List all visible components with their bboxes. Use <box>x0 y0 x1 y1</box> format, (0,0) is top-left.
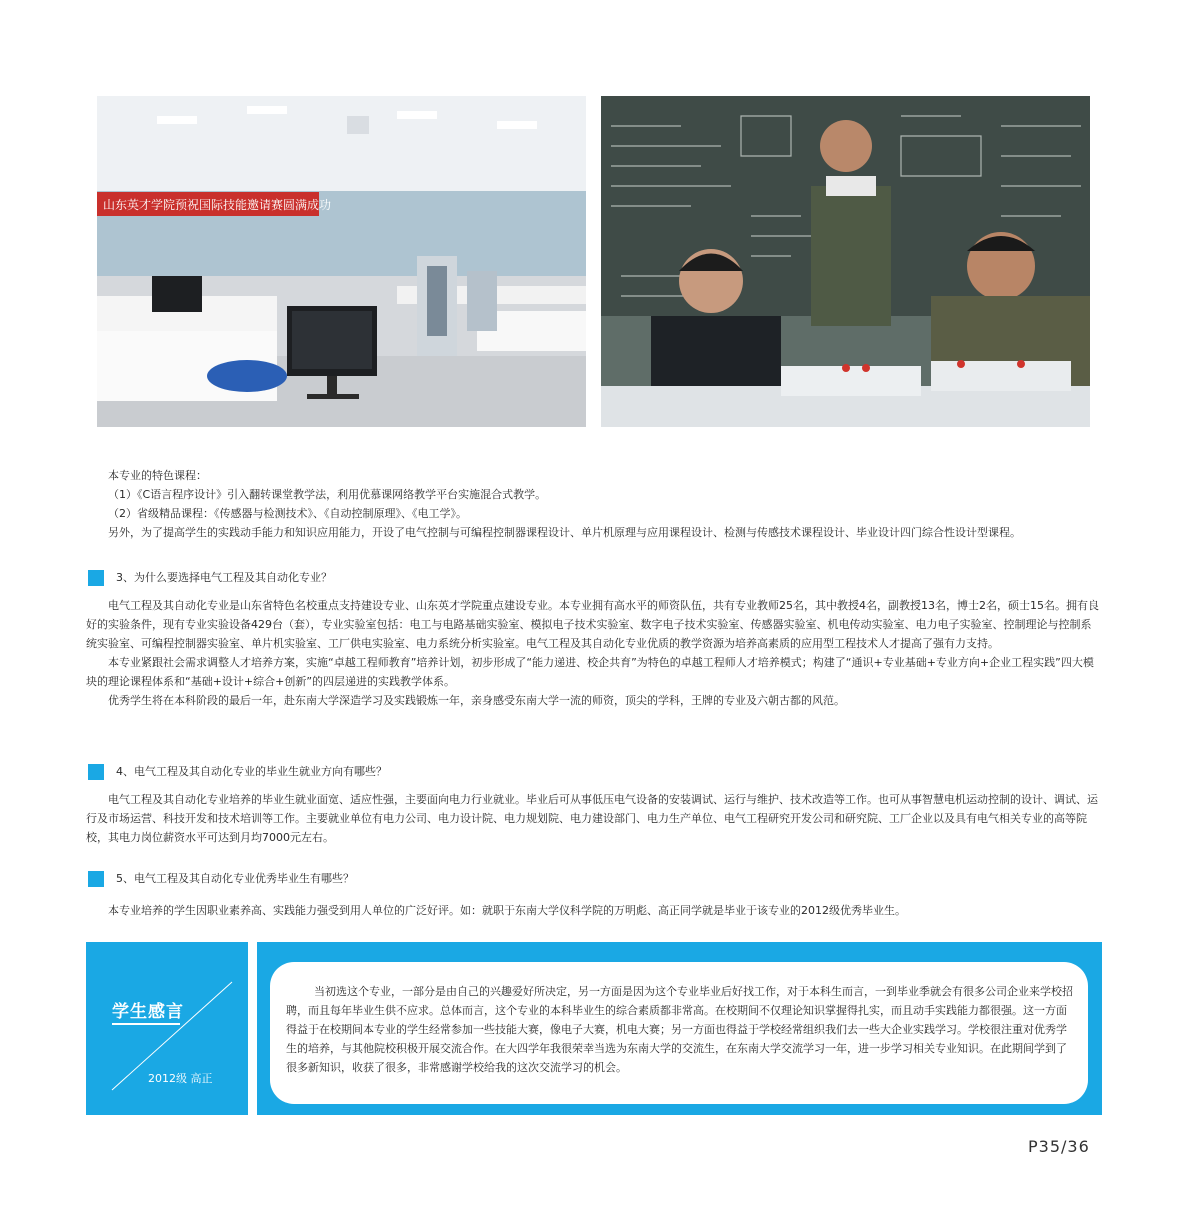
diagonal-line <box>86 942 248 1115</box>
lab-photo-illustration <box>97 96 586 427</box>
section-marker <box>88 570 104 586</box>
page-number: P35/36 <box>1028 1137 1090 1156</box>
section-5-paragraph: 本专业培养的学生因职业素养高、实践能力强受到用人单位的广泛好评。如：就职于东南大学仪科学院的万明彪、高正同学就是毕业于该专业的2012级优秀毕业生。 <box>108 904 906 917</box>
section-3-paragraph: 本专业紧跟社会需求调整人才培养方案，实施“卓越工程师教育”培养计划，初步形成了“能力递进、校企共育”为特色的卓越工程师人才培养模式；构建了“通识+专业基础+专业方向+企业工程实践”四大模块的理论课程体系和“基础+设计+综合+创新”的四层递进的实践教学体系。 <box>86 656 1094 688</box>
section-3-paragraph: 优秀学生将在本科阶段的最后一年，赴东南大学深造学习及实践锻炼一年，亲身感受东南大学一流的师资，顶尖的学科，王牌的专业及六朝古都的风范。 <box>108 694 845 707</box>
course-item: （1）《C语言程序设计》引入翻转课堂教学法，利用优慕课网络教学平台实施混合式教学。 <box>108 488 547 501</box>
testimonial-panel <box>86 942 1102 1115</box>
testimonial-text: 当初选这个专业，一部分是由自己的兴趣爱好所决定，另一方面是因为这个专业毕业后好找工作，对于本科生而言，一到毕业季就会有很多公司企业来学校招聘，而且每年毕业生供不应求。总体而言，这个专业的本科毕业生的综合素质都非常高。在校期间不仅理论知识掌握得扎实，而且动手实践能力都很强。这一方面得益于在校期间本专业的学生经常参加一些技能大赛，像电子大赛，机电大赛；另一方面也得益于学校经常组织我们去一些大企业实践学习。学校很注重对优秀学生的培养，与其他院校积极开展交流合作。在大四学年我很荣幸当选为东南大学的交流生，在东南大学交流学习一年，进一步学习相关专业知识。在此期间学到了很多新知识，收获了很多，非常感谢学校给我的这次交流学习的机会。 <box>286 985 1073 1074</box>
section-marker <box>88 871 104 887</box>
section-4-paragraph: 电气工程及其自动化专业培养的毕业生就业面宽、适应性强，主要面向电力行业就业。毕业后可从事低压电气设备的安装调试、运行与维护、技术改造等工作。也可从事智慧电机运动控制的设计、调试、运行及市场运营、科技开发和技术培训等工作。主要就业单位有电力公司、电力设计院、电力规划院、电力建设部门、电力生产单位、电气工程研究开发公司和研究院、工厂企业以及具有电气相关专业的高等院校，其电力岗位薪资水平可达到月均7000元左右。 <box>86 793 1098 844</box>
section-5-title: 5、电气工程及其自动化专业优秀毕业生有哪些？ <box>116 872 354 885</box>
course-item: （2）省级精品课程：《传感器与检测技术》、《自动控制原理》、《电工学》。 <box>108 507 467 520</box>
lab-banner-text: 山东英才学院预祝国际技能邀请赛圆满成功 <box>103 198 332 212</box>
section-3-body <box>86 596 1102 710</box>
courses-heading: 本专业的特色课程： <box>108 469 207 482</box>
section-marker <box>88 764 104 780</box>
heading-underline <box>112 1023 180 1025</box>
classroom-photo-illustration <box>601 96 1090 427</box>
section-3-paragraph: 电气工程及其自动化专业是山东省特色名校重点支持建设专业、山东英才学院重点建设专业。本专业拥有高水平的师资队伍，共有专业教师25名，其中教授4名，副教授13名，博士2名，硕士15名。拥有良好的实验条件，现有专业实验设备429台（套），专业实验室包括：电工与电路基础实验室、模拟电子技术实验室、数字电子技术实验室、传感器实验室、机电传动实验室、电力电子实验室、控制理论与控制系统实验室、可编程控制器实验室、单片机实验室、工厂供电实验室、电力系统分析实验室。电气工程及其自动化专业优质的教学资源为培养高素质的应用型工程技术人才提高了强有力支持。 <box>86 599 1099 650</box>
courses-block <box>86 466 1102 542</box>
lab-photo <box>97 96 586 427</box>
testimonial-text-card <box>270 962 1088 1104</box>
classroom-photo <box>601 96 1090 427</box>
section-5-body <box>86 901 1102 920</box>
testimonial-heading: 学生感言 <box>112 1002 184 1022</box>
section-3-title: 3、为什么要选择电气工程及其自动化专业？ <box>116 571 332 584</box>
testimonial-label-panel <box>86 942 248 1115</box>
testimonial-author: 2012级 高正 <box>148 1072 213 1085</box>
courses-note: 另外，为了提高学生的实践动手能力和知识应用能力，开设了电气控制与可编程控制器课程设计、单片机原理与应用课程设计、检测与传感技术课程设计、毕业设计四门综合性设计型课程。 <box>108 526 1021 539</box>
section-4-body <box>86 790 1102 847</box>
panel-divider <box>248 942 257 1115</box>
section-4-title: 4、电气工程及其自动化专业的毕业生就业方向有哪些？ <box>116 765 387 778</box>
